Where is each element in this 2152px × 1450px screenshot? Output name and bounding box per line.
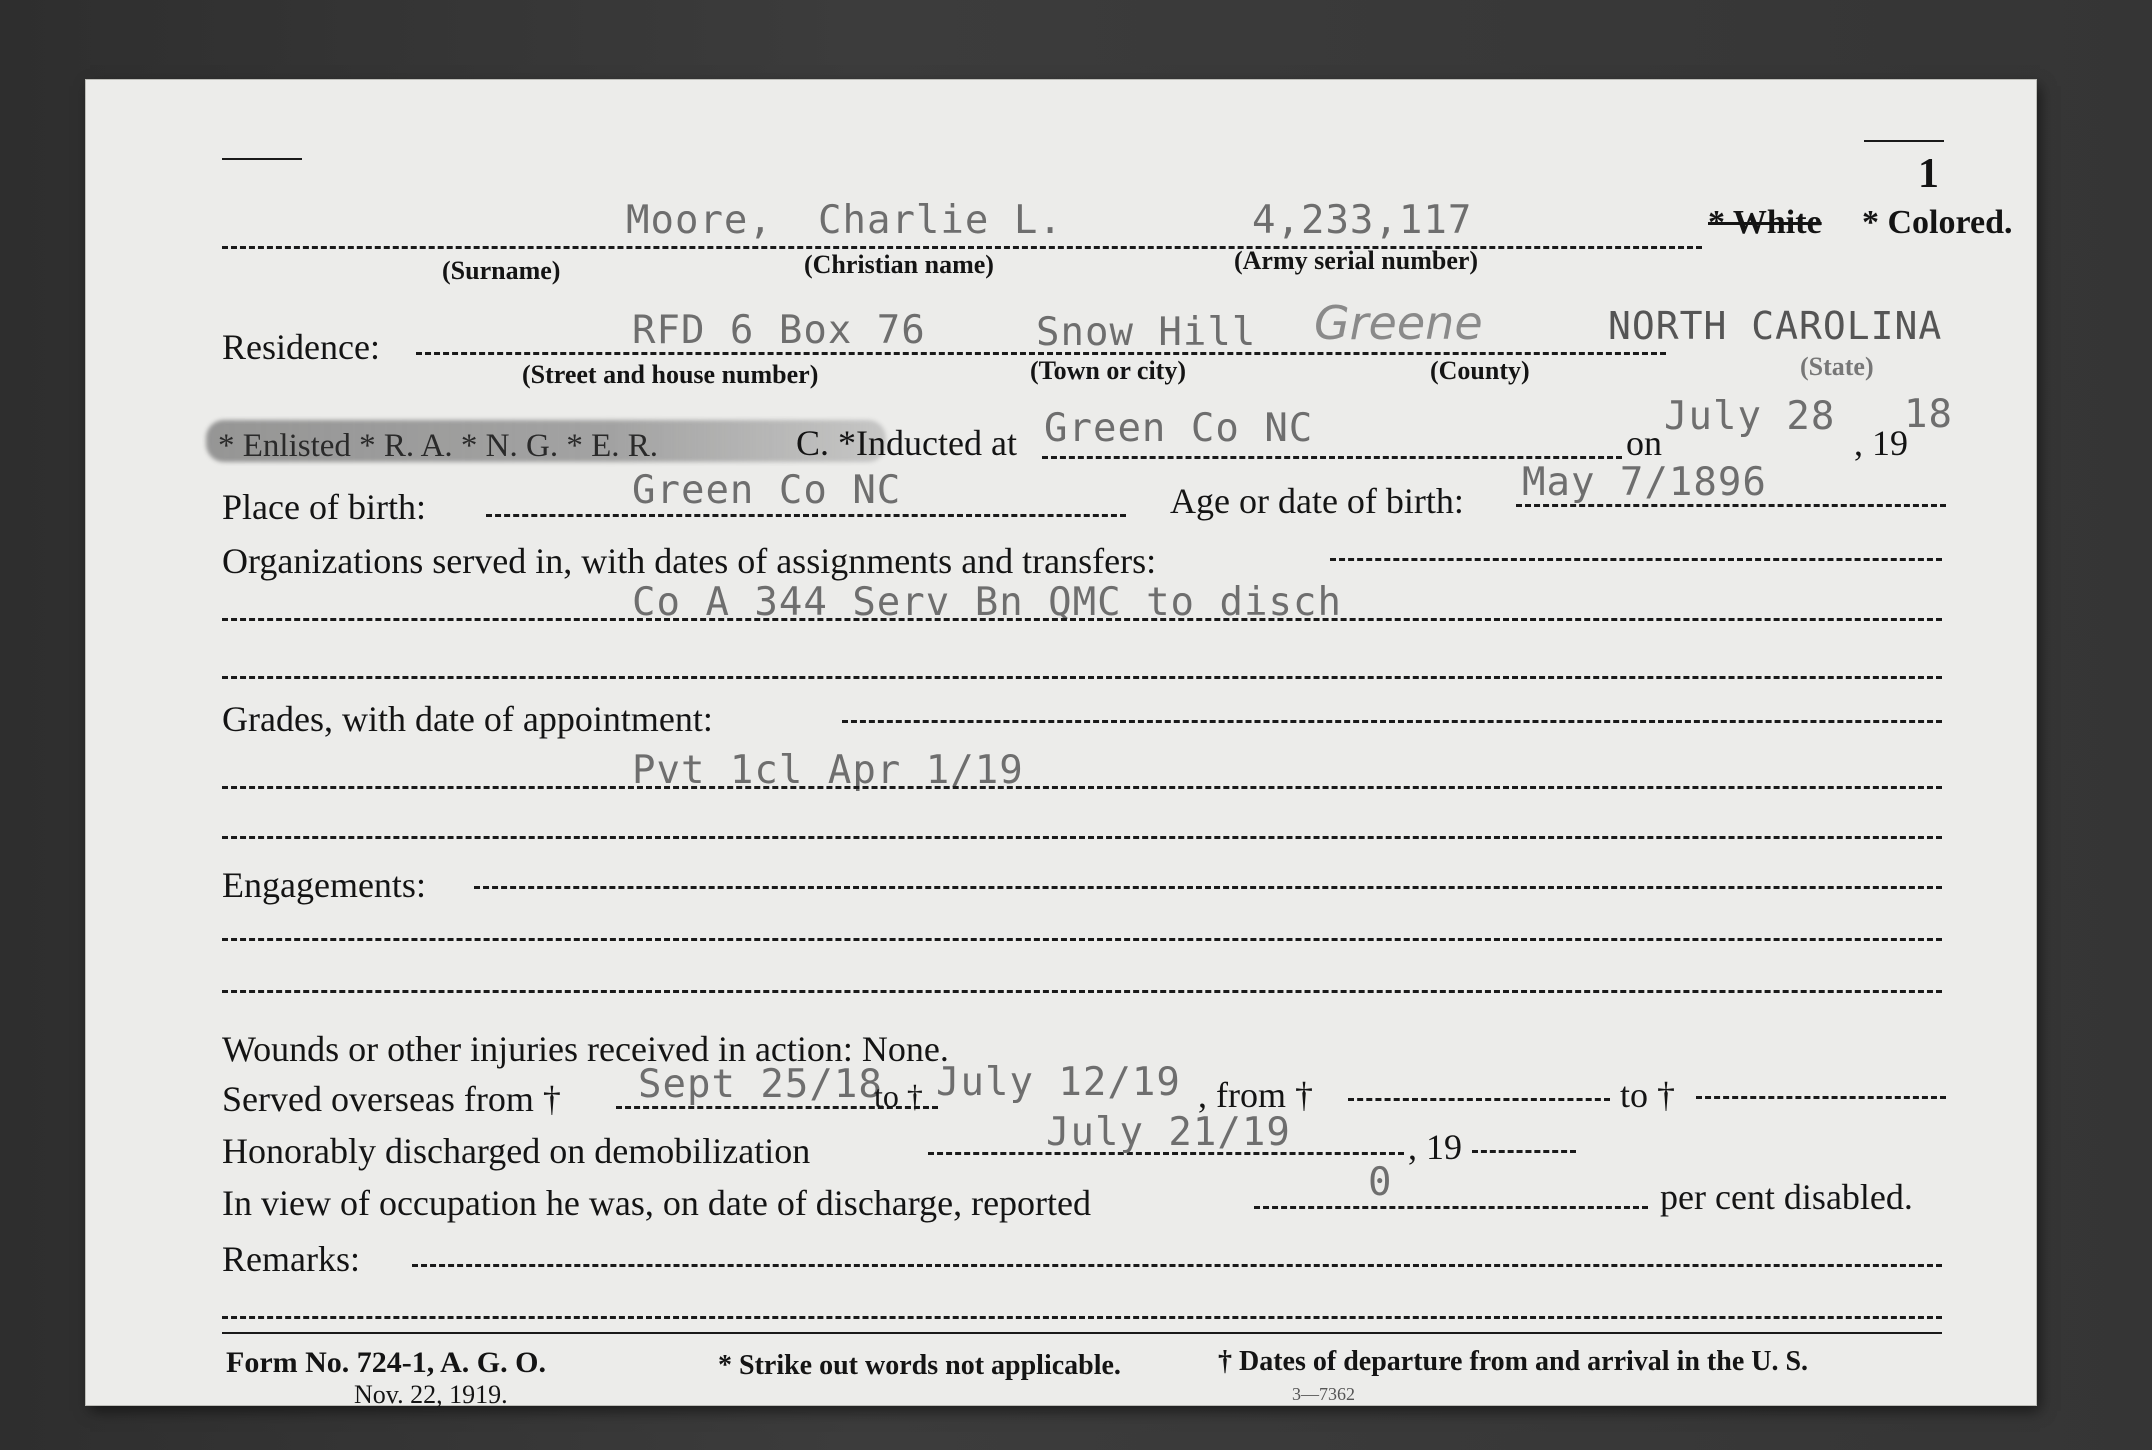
race-white-option: * White [1708, 204, 1822, 241]
organizations-line-3 [222, 676, 1942, 679]
discharge-label: Honorably discharged on demobilization [222, 1131, 811, 1171]
state-caption: (State) [1800, 352, 1874, 381]
year-prefix: , 19 [1854, 423, 1908, 463]
date-of-birth-value: May 7/1896 [1522, 460, 1767, 505]
grades-line-1 [842, 720, 1942, 723]
organizations-line-2 [222, 618, 1942, 621]
serial-number-value: 4,233,117 [1252, 198, 1473, 243]
street-value: RFD 6 Box 76 [632, 308, 926, 353]
remarks-line-1 [412, 1264, 1942, 1267]
grades-line-3 [222, 836, 1942, 839]
print-code: 3—7362 [1292, 1384, 1355, 1404]
form-number: Form No. 724-1, A. G. O. [226, 1346, 546, 1379]
top-left-rule [222, 158, 302, 160]
surname-caption: (Surname) [442, 256, 561, 285]
place-of-birth-label: Place of birth: [222, 487, 426, 527]
organizations-value: Co A 344 Serv Bn QMC to disch [632, 580, 1342, 625]
overseas-line-2 [1348, 1098, 1610, 1101]
overseas-to-value: July 12/19 [936, 1060, 1181, 1105]
dagger-note: † Dates of departure from and arrival in the U. S. [1218, 1346, 1809, 1377]
top-right-rule [1864, 140, 1944, 142]
age-label: Age or date of birth: [1170, 481, 1464, 521]
overseas-from2-label: , from † [1198, 1075, 1313, 1115]
strike-out-note: * Strike out words not applicable. [718, 1350, 1121, 1381]
served-overseas-label: Served overseas from † [222, 1079, 561, 1119]
street-caption: (Street and house number) [522, 360, 819, 389]
discharge-year-line [1472, 1150, 1576, 1153]
discharge-date-value: July 21/19 [1046, 1110, 1291, 1155]
overseas-to-label: to † [874, 1078, 923, 1114]
discharge-year-label: , 19 [1408, 1127, 1462, 1167]
remarks-label: Remarks: [222, 1239, 360, 1279]
wounds-text: Wounds or other injuries received in action: None. [222, 1029, 949, 1069]
town-caption: (Town or city) [1030, 356, 1186, 385]
christian-name-caption: (Christian name) [804, 250, 994, 279]
inducted-date-value: July 28 [1664, 394, 1836, 439]
grades-label: Grades, with date of appointment: [222, 699, 713, 739]
organizations-line-1 [1330, 558, 1942, 561]
engagements-line-1 [474, 886, 1942, 889]
engagements-line-3 [222, 990, 1942, 993]
overseas-line-3 [1696, 1096, 1946, 1099]
residence-label: Residence: [222, 327, 380, 367]
inducted-at-value: Green Co NC [1044, 406, 1314, 451]
card-number: 1 [1918, 151, 1939, 197]
serial-caption: (Army serial number) [1234, 246, 1479, 275]
overseas-to2-label: to † [1620, 1075, 1676, 1115]
county-value: Greene [1314, 296, 1483, 350]
service-record-card [86, 80, 2036, 1409]
on-label: on [1626, 423, 1662, 463]
town-value: Snow Hill [1036, 310, 1257, 355]
place-of-birth-line [486, 514, 1126, 517]
christian-name-value: Charlie L. [818, 198, 1063, 243]
race-colored-option: * Colored. [1862, 204, 2013, 241]
state-value: NORTH CAROLINA [1608, 304, 1943, 348]
grades-value: Pvt 1cl Apr 1/19 [632, 748, 1024, 793]
engagements-label: Engagements: [222, 865, 426, 905]
place-of-birth-value: Green Co NC [632, 468, 902, 513]
disability-value: 0 [1368, 1160, 1393, 1205]
inducted-year-value: 18 [1904, 392, 1953, 437]
inducted-label: C. *Inducted at [796, 423, 1017, 463]
organizations-label: Organizations served in, with dates of assignments and transfers: [222, 541, 1157, 581]
engagements-line-2 [222, 938, 1942, 941]
overseas-from-value: Sept 25/18 [638, 1062, 883, 1107]
form-date: Nov. 22, 1919. [354, 1380, 508, 1409]
surname-value: Moore, [626, 198, 773, 243]
disability-line [1254, 1206, 1648, 1209]
footer-rule [222, 1332, 1942, 1334]
disability-suffix: per cent disabled. [1660, 1177, 1913, 1217]
county-caption: (County) [1430, 356, 1530, 385]
grades-line-2 [222, 786, 1942, 789]
enlisted-options: * Enlisted * R. A. * N. G. * E. R. [218, 428, 659, 464]
disability-label: In view of occupation he was, on date of discharge, reported [222, 1183, 1092, 1223]
header-line [222, 246, 1702, 249]
remarks-line-2 [222, 1316, 1942, 1319]
inducted-line [1042, 456, 1622, 459]
